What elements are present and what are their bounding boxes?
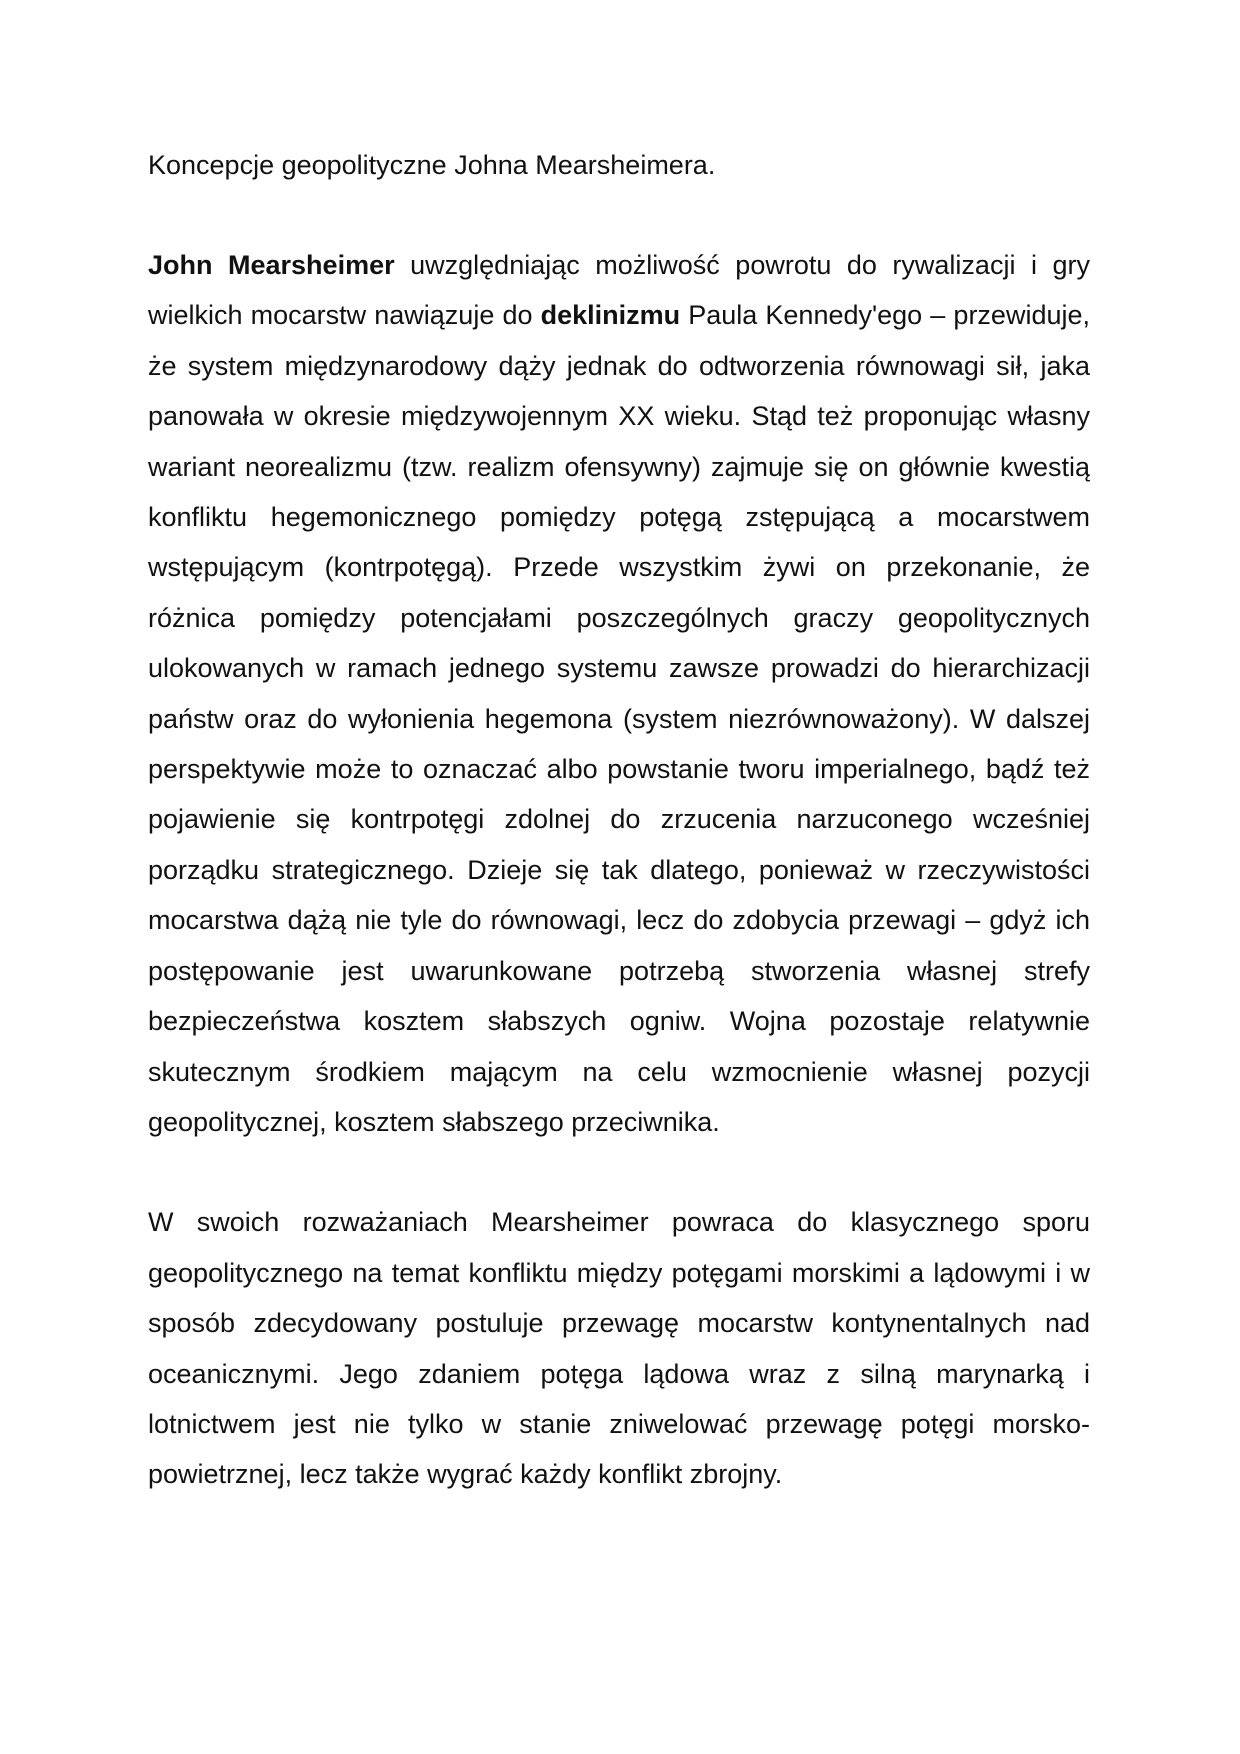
paragraph-text-segment: uwzględniając możliwość powrotu do rywalizacji i gry wielkich mocarstw nawiązuje do [148, 250, 1090, 331]
document-title: Koncepcje geopolityczne Johna Mearsheimera. [148, 150, 716, 180]
paragraph-mearsheimer-intro [148, 240, 1090, 1147]
paragraph-land-vs-sea-power: W swoich rozważaniach Mearsheimer powraca do klasycznego sporu geopolitycznego na temat konfliktu między potęgami morskimi a lądowymi i w sposób zdecydowany postuluje przewagę mocarstw kontynentalnych nad oceanicznymi. Jego zdaniem potęga lądowa wraz z silną marynarką i lotnictwem jest nie tylko w stanie zniwelować przewagę potęgi morsko-powietrznej, lecz także wygrać każdy konflikt zbrojny. [148, 1207, 1090, 1490]
paragraph-text-segment: Paula Kennedy'ego – przewiduje, że system międzynarodowy dąży jednak do odtworzenia równowagi sił, jaka panowała w okresie międzywojennym XX wieku. Stąd też proponując własny wariant neorealizmu (tzw. realizm ofensywny) zajmuje się on głównie kwestią konfliktu hegemonicznego pomiędzy potęgą zstępującą a mocarstwem wstępującym (kontrpotęgą). Przede wszystkim żywi on przekonanie, że różnica pomiędzy potencjałami poszczególnych graczy geopolitycznych ulokowanych w ramach jednego systemu zawsze prowadzi do hierarchizacji państw oraz do wyłonienia hegemona (system niezrównoważony). W dalszej perspektywie może to oznaczać albo powstanie tworu imperialnego, bądź też pojawienie się kontrpotęgi zdolnej do zrzucenia narzuconego wcześniej porządku strategicznego. Dzieje się tak dlatego, ponieważ w rzeczywistości mocarstwa dążą nie tyle do równowagi, lecz do zdobycia przewagi – gdyż ich postępowanie jest uwarunkowane potrzebą stworzenia własnej strefy bezpieczeństwa kosztem słabszych ogniw. Wojna pozostaje relatywnie skutecznym środkiem mającym na celu wzmocnienie własnej pozycji geopolitycznej, kosztem słabszego przeciwnika. [148, 300, 1090, 1137]
document-body [148, 140, 1090, 1500]
author-name-bold: John Mearsheimer [148, 250, 395, 280]
term-deklinizm-bold: deklinizmu [540, 300, 681, 331]
